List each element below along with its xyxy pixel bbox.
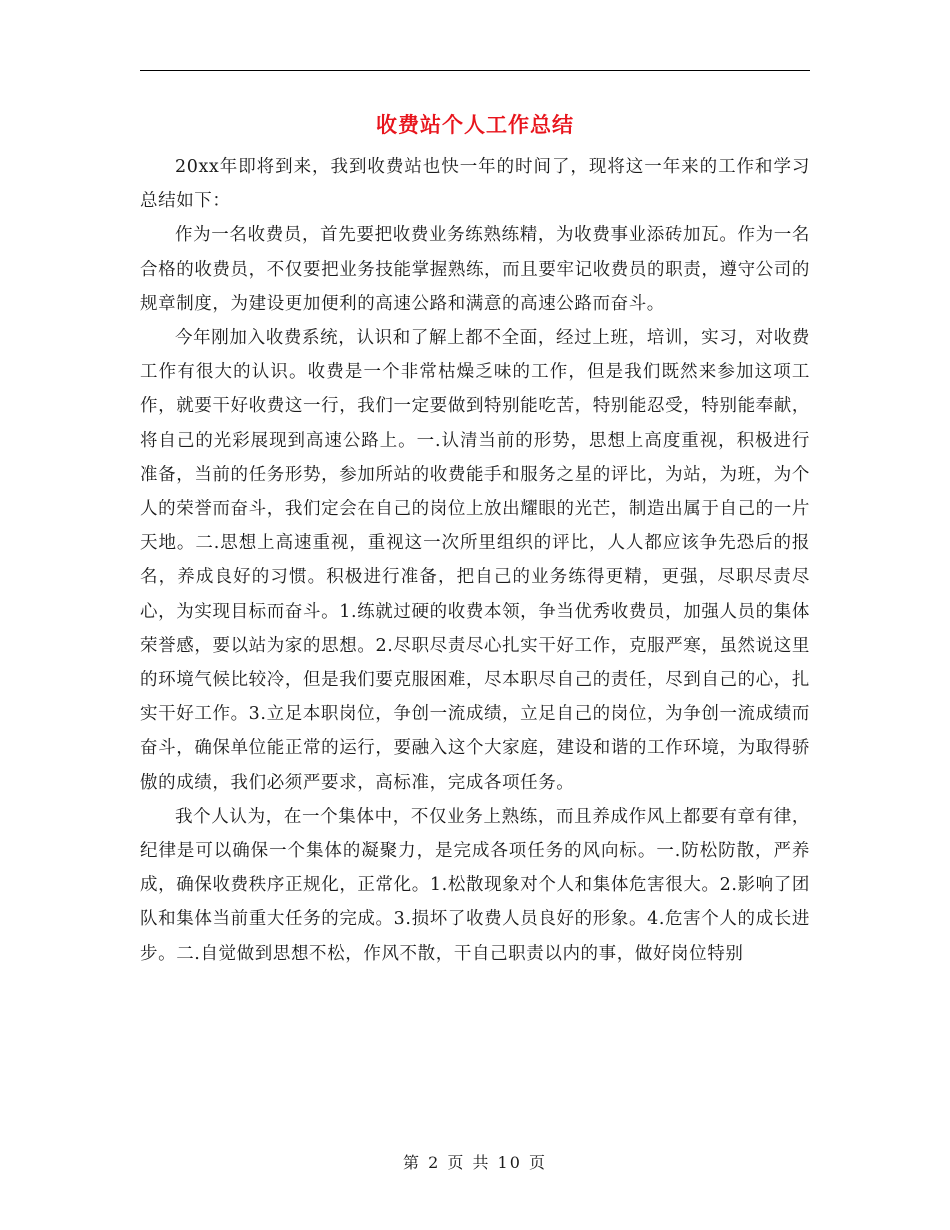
paragraph-discipline: 我个人认为，在一个集体中，不仅业务上熟练，而且养成作风上都要有章有律，纪律是可以确保一个集体的凝聚力，是完成各项任务的风向标。一.防松防散，严养成，确保收费秩序正规化，正常化。1.松散现象对个人和集体危害很大。2.影响了团队和集体当前重大任务的完成。3.损坏了收费人员良好的形象。4.危害个人的成长进步。二.自觉做到思想不松，作风不散，干自己职责以内的事，做好岗位特别	[140, 806, 810, 964]
paragraph-experience: 今年刚加入收费系统，认识和了解上都不全面，经过上班，培训，实习，对收费工作有很大的认识。收费是一个非常枯燥乏味的工作，但是我们既然来参加这项工作，就要干好收费这一行，我们一定要做到特别能吃苦，特别能忍受，特别能奉献，将自己的光彩展现到高速公路上。一.认清当前的形势，思想上高度重视，积极进行准备，当前的任务形势，参加所站的收费能手和服务之星的评比，为站，为班，为个人的荣誉而奋斗，我们定会在自己的岗位上放出耀眼的光芒，制造出属于自己的一片天地。二.思想上高速重视，重视这一次所里组织的评比，人人都应该争先恐后的报名，养成良好的习惯。积极进行准备，把自己的业务练得更精，更强，尽职尽责尽心，为实现目标而奋斗。1.练就过硬的收费本领，争当优秀收费员，加强人员的集体荣誉感，要以站为家的思想。2.尽职尽责尽心扎实干好工作，克服严寒，虽然说这里的环境气候比较冷，但是我们要克服困难，尽本职尽自己的责任，尽到自己的心，扎实干好工作。3.立足本职岗位，争创一流成绩，立足自己的岗位，为争创一流成绩而奋斗，确保单位能正常的运行，要融入这个大家庭，建设和谐的工作环境，为取得骄傲的成绩，我们必须严要求，高标准，完成各项任务。	[140, 328, 810, 793]
header-rule	[140, 70, 810, 71]
document-body	[140, 150, 810, 971]
paragraph-role: 作为一名收费员，首先要把收费业务练熟练精，为收费事业添砖加瓦。作为一名合格的收费员，不仅要把业务技能掌握熟练，而且要牢记收费员的职责，遵守公司的规章制度，为建设更加便利的高速公路和满意的高速公路而奋斗。	[140, 225, 810, 314]
page-number: 第 2 页 共 10 页	[403, 1153, 547, 1172]
document-title: 收费站个人工作总结	[376, 112, 574, 137]
paragraph-intro: 20xx年即将到来，我到收费站也快一年的时间了，现将这一年来的工作和学习总结如下：	[140, 157, 810, 212]
